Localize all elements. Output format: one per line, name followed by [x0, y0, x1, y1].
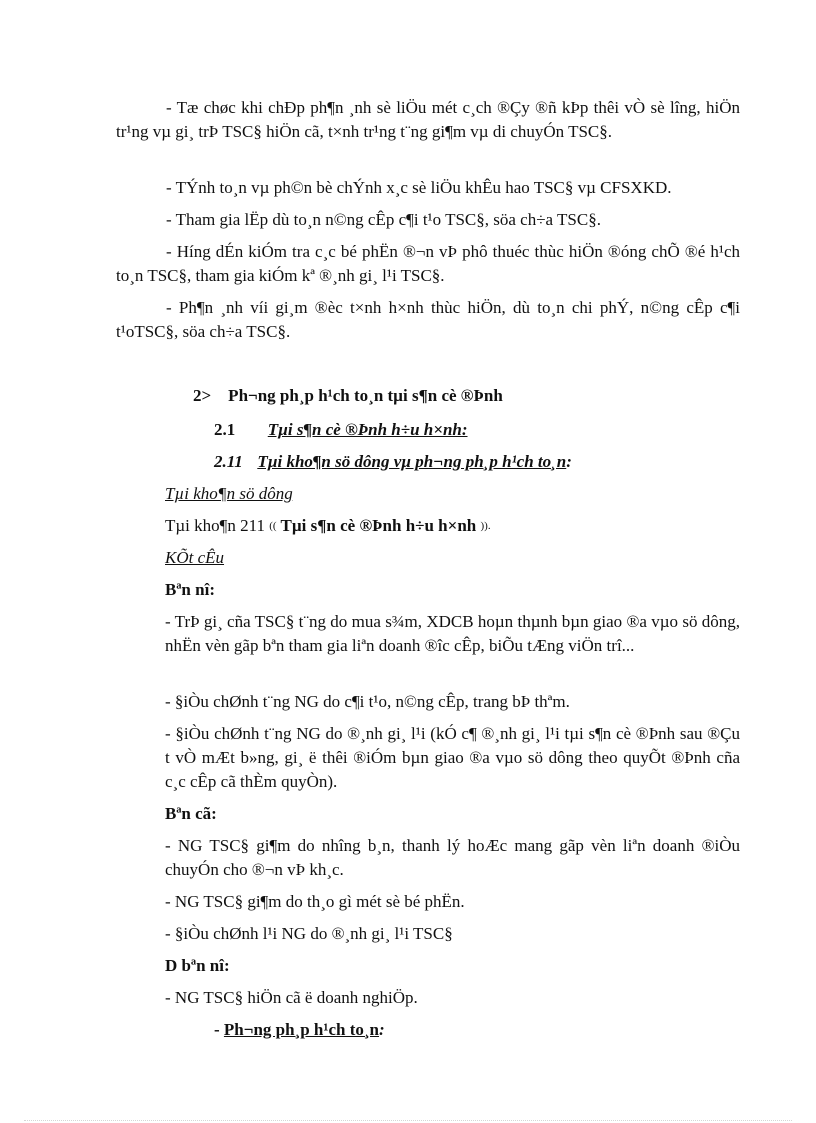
- heading-section-2-11-title: Tµi kho¶n sö dông vµ ph¬ng ph¸p h¹ch to¸n: [257, 452, 567, 471]
- paragraph-task-3: - Tham gia lËp dù to¸n n©ng cÊp c¶i t¹o TSC§, söa ch÷a TSC§.: [166, 210, 601, 229]
- method-prefix: -: [214, 1020, 224, 1039]
- method-heading: [214, 1018, 385, 1042]
- heading-section-2-11-colon: :: [566, 452, 572, 471]
- heading-section-2: 2> Ph¬ng ph¸p h¹ch to¸n tµi s¶n cè ®Þnh: [193, 386, 503, 405]
- account-line-prefix: Tµi kho¶n 211: [165, 516, 270, 535]
- balance-label: D bªn nî:: [165, 956, 230, 975]
- balance-item-1: - NG TSC§ hiÖn cã ë doanh nghiÖp.: [165, 988, 418, 1007]
- paragraph-task-5: - Ph¶n ¸nh víi gi¸m ®èc t×nh h×nh thùc hiÖn, dù to¸n chi phÝ, n©ng cÊp c¶i t¹oTSC§, söa ch÷a TSC§.: [116, 298, 740, 341]
- page-bottom-border: [24, 1120, 792, 1121]
- account-label: Tµi kho¶n sö dông: [165, 484, 293, 503]
- paragraph-task-2: - TÝnh to¸n vµ ph©n bè chÝnh x¸c sè liÖu khÊu hao TSC§ vµ CFSXKD.: [166, 178, 672, 197]
- paragraph-task-1: - Tæ chøc khi chÐp ph¶n ¸nh sè liÖu mét c¸ch ®Çy ®ñ kÞp thêi vÒ sè lîng, hiÖn tr¹ng vµ gi¸ trÞ TSC§ hiÖn cã, t×nh tr¹ng t¨ng gi¶m vµ di chuyÓn TSC§.: [116, 98, 740, 141]
- quote-close: )).: [480, 520, 491, 532]
- debit-label: Bªn nî:: [165, 580, 215, 599]
- method-colon: :: [379, 1020, 385, 1039]
- account-name: Tµi s¶n cè ®Þnh h÷u h×nh: [276, 516, 481, 535]
- structure-label: KÕt cÊu: [165, 548, 225, 567]
- credit-item-3: - §iÒu chØnh l¹i NG do ®¸nh gi¸ l¹i TSC§: [165, 924, 453, 943]
- paragraph-task-4: - Híng dÉn kiÓm tra c¸c bé phËn ®¬n vÞ phô thuéc thùc hiÖn ®óng chÕ ®é h¹ch to¸n TSC§, tham gia kiÓm kª ®¸nh gi¸ l¹i TSC§.: [116, 242, 740, 285]
- heading-section-2-11-number: 2.11: [214, 452, 243, 471]
- heading-section-2-11: [214, 450, 572, 474]
- credit-item-1: - NG TSC§ gi¶m do nhîng b¸n, thanh lý hoÆc mang gãp vèn liªn doanh ®iÒu chuyÓn cho ®¬n vÞ kh¸c.: [165, 836, 740, 879]
- heading-section-2-1: [214, 418, 468, 442]
- debit-item-3: - §iÒu chØnh t¨ng NG do ®¸nh gi¸ l¹i (kÓ c¶ ®¸nh gi¸ l¹i tµi s¶n cè ®Þnh sau ®Çu t vÒ mÆt b»ng, gi¸ ë thêi ®iÓm bµn giao ®a vµo sö dông theo quyÕt ®Þnh cña c¸c cÊp cã thÈm quyÒn).: [165, 724, 740, 791]
- debit-item-2: - §iÒu chØnh t¨ng NG do c¶i t¹o, n©ng cÊp, trang bÞ thªm.: [165, 692, 570, 711]
- heading-section-2-1-title: Tµi s¶n cè ®Þnh h÷u h×nh:: [267, 420, 468, 439]
- heading-section-2-1-number: 2.1: [214, 420, 236, 439]
- credit-item-2: - NG TSC§ gi¶m do th¸o gì mét sè bé phËn.: [165, 892, 465, 911]
- method-title: Ph¬ng ph¸p h¹ch to¸n: [223, 1020, 380, 1039]
- account-line: [165, 514, 491, 538]
- quote-open: ((: [269, 520, 277, 532]
- debit-item-1: - TrÞ gi¸ cña TSC§ t¨ng do mua s¾m, XDCB hoµn thµnh bµn giao ®a vµo sö dông, nhËn vèn gãp bªn tham gia liªn doanh ®îc cÊp, biÕu tÆng viÖn trî...: [165, 612, 740, 655]
- credit-label: Bªn cã:: [165, 804, 217, 823]
